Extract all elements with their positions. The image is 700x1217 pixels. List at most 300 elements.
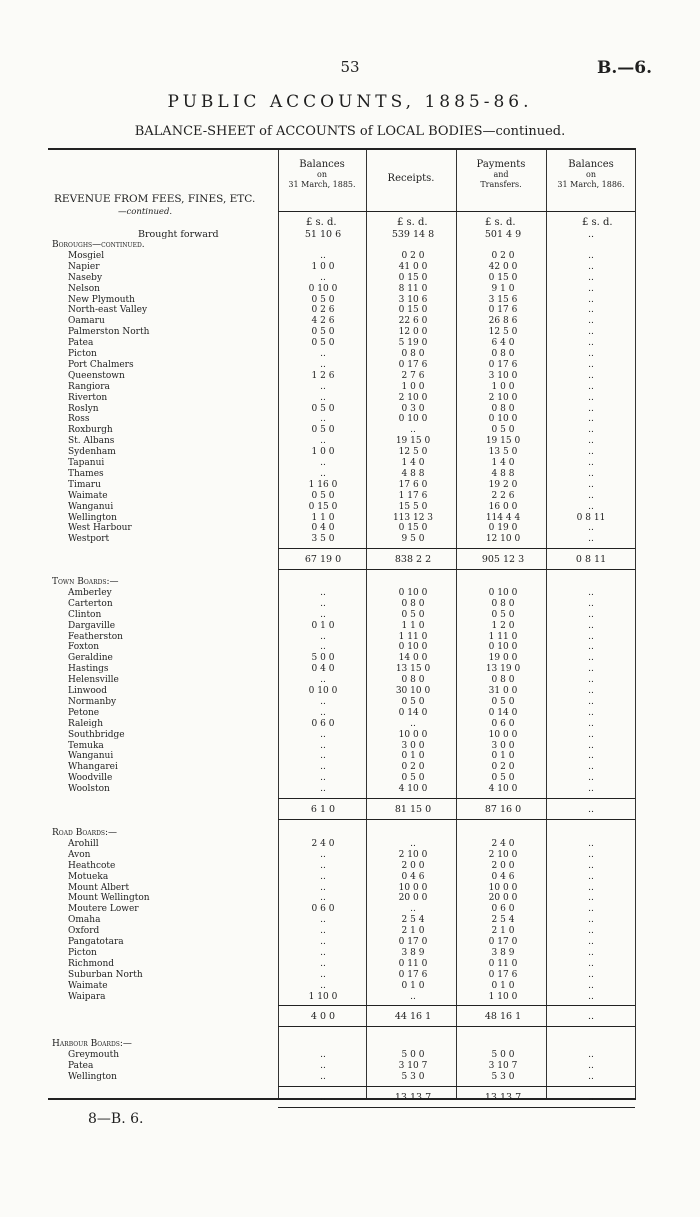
header-payments: [458, 160, 544, 190]
cell: 0 5 0: [311, 403, 335, 414]
cell: 0 10 0: [488, 414, 518, 425]
cell: 2 4 0: [311, 838, 335, 849]
row-name: Napier: [68, 261, 100, 272]
header-balances-1885: [280, 160, 364, 190]
row-name: Waimate: [68, 490, 108, 501]
row-name: Waimate: [68, 980, 108, 991]
cell: ..: [588, 838, 594, 849]
cell: 13 5 0: [488, 447, 518, 458]
cell: 42 0 0: [488, 261, 518, 272]
cell: 1 10 0: [308, 991, 338, 1002]
cell: 4 10 0: [398, 784, 428, 795]
cell: 5 0 0: [311, 653, 335, 664]
cell: ..: [320, 696, 326, 707]
total-cell: ..: [587, 1091, 595, 1103]
cell: ..: [588, 620, 594, 631]
cell: ..: [320, 980, 326, 991]
cell: 1 2 6: [311, 370, 335, 381]
cell: ..: [320, 937, 326, 947]
cell: 0 8 0: [491, 598, 515, 609]
cell: ..: [588, 729, 594, 740]
cell: 0 5 0: [311, 327, 335, 338]
cell: ..: [588, 642, 594, 653]
cell: 0 15 0: [398, 272, 428, 283]
group-title: Town Boards:—: [52, 577, 119, 587]
total-cell: 838 2 2: [394, 554, 432, 566]
row-name: Wellington: [68, 512, 117, 523]
cell: 0 5 0: [491, 773, 515, 784]
cell: 0 17 6: [398, 969, 428, 980]
cell: 16 0 0: [488, 501, 518, 512]
row-name: Foxton: [68, 642, 100, 653]
cell: ..: [588, 773, 594, 784]
cell: ..: [588, 436, 594, 447]
cell: 0 10 0: [308, 686, 338, 696]
cell: ..: [320, 631, 326, 642]
total-rule: [278, 569, 635, 570]
cell: 0 10 0: [398, 587, 428, 598]
cell: 114 4 4: [485, 512, 521, 523]
cell: ..: [320, 882, 326, 893]
header-line: on: [586, 170, 596, 179]
table-row: [0, 534, 700, 545]
cell: 0 5 0: [491, 696, 515, 707]
cell: ..: [588, 327, 594, 338]
cell: 2 10 0: [488, 849, 518, 860]
cell: ..: [320, 349, 326, 359]
cell: 3 10 7: [488, 1060, 518, 1071]
page-title: PUBLIC ACCOUNTS, 1885-86.: [167, 92, 533, 112]
cell: 0 15 0: [488, 272, 518, 283]
header-line: Receipts.: [387, 173, 435, 184]
cell: ..: [588, 501, 594, 512]
cell: ..: [588, 664, 594, 675]
cell: ..: [588, 707, 594, 718]
cell: 10 0 0: [488, 882, 518, 893]
table-row: [0, 926, 700, 937]
table-row: [0, 338, 700, 349]
row-name: Raleigh: [68, 718, 103, 729]
cell: 41 0 0: [398, 261, 428, 272]
group-title: Road Boards:—: [52, 828, 118, 838]
table-row: [0, 719, 700, 730]
cell: ..: [588, 762, 594, 773]
cell: 3 10 6: [398, 294, 428, 305]
cell: 4 10 0: [488, 784, 518, 795]
cell: 0 5 0: [491, 609, 515, 620]
cell: ..: [588, 926, 594, 937]
table-row: [0, 937, 700, 948]
cell: 13 19 0: [485, 664, 521, 675]
cell: 5 19 0: [398, 338, 428, 349]
row-name: Motueka: [68, 871, 109, 882]
cell: ..: [320, 849, 326, 860]
cell: ..: [320, 773, 326, 784]
cell: 26 8 6: [488, 316, 518, 327]
cell: 0 10 0: [308, 283, 338, 294]
cell: ..: [320, 598, 326, 609]
cell: 2 7 6: [401, 370, 425, 381]
table-row: [0, 273, 700, 284]
cell: 12 0 0: [398, 327, 428, 338]
row-name: Sydenham: [68, 447, 116, 458]
cell: 30 10 0: [395, 686, 431, 696]
cell: ..: [588, 1071, 594, 1082]
cell: ..: [588, 294, 594, 305]
cell: ..: [320, 740, 326, 751]
cell: ..: [588, 958, 594, 969]
table-row: [0, 513, 700, 524]
cell: 2 10 0: [398, 392, 428, 403]
table-row: [0, 784, 700, 795]
revenue-heading-continued: —continued.: [118, 207, 173, 217]
table-row: [0, 599, 700, 610]
cell: ..: [588, 904, 594, 915]
table-row: [0, 349, 700, 360]
cell: 0 17 6: [398, 359, 428, 370]
cell: ..: [588, 1060, 594, 1071]
row-name: Woodville: [68, 773, 113, 784]
unit-header: £ s. d.: [485, 217, 516, 228]
cell: ..: [320, 1060, 326, 1071]
cell: ..: [320, 675, 326, 686]
cell: 501 4 9: [484, 229, 522, 240]
row-name: West Harbour: [68, 523, 132, 534]
total-cell: ..: [587, 1011, 595, 1023]
table-row: [0, 425, 700, 436]
table-row: [0, 360, 700, 371]
table-row: [0, 915, 700, 926]
cell: 2 5 4: [401, 915, 425, 926]
group-title: Harbour Boards:—: [52, 1039, 132, 1049]
cell: 1 1 0: [401, 620, 425, 631]
table-row: [0, 588, 700, 599]
row-name: Picton: [68, 947, 97, 958]
cell: 1 0 0: [311, 447, 335, 458]
cell: 14 0 0: [398, 653, 428, 664]
row-name: Mosgiel: [68, 250, 105, 261]
cell: 0 2 0: [401, 250, 425, 261]
row-name: Suburban North: [68, 969, 143, 980]
cell: 0 5 0: [401, 609, 425, 620]
cell: 12 5 0: [398, 447, 428, 458]
header-line: 31 March, 1885.: [288, 180, 356, 189]
header-line: Balances: [299, 159, 345, 170]
cell: ..: [588, 675, 594, 686]
cell: 113 12 3: [392, 512, 434, 523]
cell: ..: [588, 349, 594, 359]
row-name: Roslyn: [68, 403, 99, 414]
table-row: [0, 642, 700, 653]
cell: ..: [588, 305, 594, 316]
cell: ..: [320, 458, 326, 468]
cell: 5 0 0: [401, 1049, 425, 1060]
cell: 0 2 0: [401, 762, 425, 773]
table-top-rule: [48, 148, 636, 150]
row-name: Riverton: [68, 392, 108, 403]
cell: ..: [320, 751, 326, 762]
cell: 539 14 8: [391, 229, 435, 240]
total-rule: [278, 1026, 635, 1027]
cell: ..: [320, 707, 326, 718]
row-name: Linwood: [68, 686, 107, 696]
cell: 12 10 0: [485, 534, 521, 545]
cell: 0 8 0: [401, 598, 425, 609]
cell: 0 4 6: [491, 871, 515, 882]
cell: ..: [410, 718, 416, 729]
row-name: Tapanui: [68, 458, 105, 468]
group-title: Boroughs—continued.: [52, 240, 145, 250]
cell: 0 5 0: [311, 294, 335, 305]
cell: ..: [410, 838, 416, 849]
table-row: [0, 861, 700, 872]
row-name: Timaru: [68, 479, 101, 490]
cell: ..: [320, 642, 326, 653]
row-name: Wellington: [68, 1071, 117, 1082]
cell: ..: [588, 969, 594, 980]
cell: ..: [588, 915, 594, 926]
total-cell: 4 0 0: [310, 1011, 336, 1023]
cell: ..: [588, 458, 594, 468]
table-row: [0, 708, 700, 719]
cell: ..: [588, 882, 594, 893]
cell: 0 15 0: [398, 305, 428, 316]
table-row: [0, 316, 700, 327]
cell: ..: [588, 261, 594, 272]
row-name: Pangatotara: [68, 937, 124, 947]
header-line: Transfers.: [480, 180, 522, 189]
table-row: [0, 491, 700, 502]
cell: 0 19 0: [488, 523, 518, 534]
cell: ..: [588, 392, 594, 403]
row-name: Avon: [68, 849, 91, 860]
page-number: 53: [340, 58, 360, 76]
cell: 6 4 0: [491, 338, 515, 349]
cell: ..: [588, 381, 594, 392]
cell: ..: [588, 893, 594, 904]
table-row: [0, 447, 700, 458]
row-name: Mount Wellington: [68, 893, 150, 904]
cell: 8 11 0: [398, 283, 428, 294]
cell: 10 0 0: [398, 882, 428, 893]
cell: 10 0 0: [488, 729, 518, 740]
table-row: [0, 1061, 700, 1072]
total-rule: [278, 548, 635, 549]
cell: 0 3 0: [401, 403, 425, 414]
table-row: [0, 610, 700, 621]
cell: 0 6 0: [311, 718, 335, 729]
row-name: Omaha: [68, 915, 101, 926]
cell: 1 16 0: [308, 479, 338, 490]
cell: 1 1 0: [311, 512, 335, 523]
table-row: [0, 1050, 700, 1061]
cell: 0 17 6: [488, 969, 518, 980]
cell: ..: [320, 468, 326, 479]
row-name: Southbridge: [68, 729, 125, 740]
table-row: [0, 850, 700, 861]
table-row: [0, 970, 700, 981]
cell: 3 8 9: [491, 947, 515, 958]
cell: ..: [588, 980, 594, 991]
table-row: [0, 436, 700, 447]
cell: 0 5 0: [311, 490, 335, 501]
total-rule: [278, 1107, 635, 1108]
row-name: Geraldine: [68, 653, 113, 664]
cell: 0 10 0: [398, 414, 428, 425]
table-row: [0, 1072, 700, 1083]
cell: ..: [588, 718, 594, 729]
cell: ..: [320, 250, 326, 261]
row-name: Petone: [68, 707, 100, 718]
cell: 19 2 0: [488, 479, 518, 490]
table-row: [0, 327, 700, 338]
row-name: Amberley: [68, 587, 112, 598]
cell: ..: [410, 904, 416, 915]
cell: 22 6 0: [398, 316, 428, 327]
cell: 4 8 8: [491, 468, 515, 479]
row-name: Nelson: [68, 283, 100, 294]
table-row: [0, 632, 700, 643]
cell: 0 5 0: [311, 338, 335, 349]
total-cell: 6 1 0: [310, 804, 336, 815]
cell: 1 2 0: [491, 620, 515, 631]
cell: ..: [588, 631, 594, 642]
cell: 0 6 0: [491, 904, 515, 915]
table-row: [0, 948, 700, 959]
total-cell: 67 19 0: [304, 554, 342, 566]
brought-forward-label: Brought forward: [138, 229, 219, 240]
row-name: Temuka: [68, 740, 104, 751]
total-rule: [278, 1086, 635, 1087]
row-name: Ross: [68, 414, 90, 425]
header-line: 31 March, 1886.: [557, 180, 625, 189]
cell: ..: [410, 425, 416, 436]
total-rule: [278, 1005, 635, 1006]
cell: 0 10 0: [488, 587, 518, 598]
cell: ..: [320, 969, 326, 980]
document-reference: B.—6.: [596, 58, 652, 78]
table-row: [0, 839, 700, 850]
cell: ..: [588, 534, 594, 545]
row-name: North-east Valley: [68, 305, 148, 316]
cell: ..: [588, 751, 594, 762]
row-name: Roxburgh: [68, 425, 113, 436]
cell: 19 15 0: [395, 436, 431, 447]
cell: ..: [588, 359, 594, 370]
table-row: [0, 664, 700, 675]
unit-header: £ s. d.: [306, 217, 337, 228]
cell: ..: [320, 926, 326, 937]
cell: ..: [588, 991, 594, 1002]
row-name: Featherston: [68, 631, 123, 642]
row-name: Rangiora: [68, 381, 110, 392]
header-line: Balances: [568, 159, 614, 170]
cell: 0 4 0: [311, 664, 335, 675]
row-name: Heathcote: [68, 860, 116, 871]
table-row: [0, 959, 700, 970]
cell: 12 5 0: [488, 327, 518, 338]
cell: 0 17 6: [488, 359, 518, 370]
cell: 0 6 0: [491, 718, 515, 729]
cell: ..: [588, 370, 594, 381]
cell: 0 5 0: [401, 696, 425, 707]
cell: ..: [588, 937, 594, 947]
cell: 17 6 0: [398, 479, 428, 490]
header-receipts: [368, 174, 454, 184]
cell: ..: [588, 860, 594, 871]
cell: ..: [320, 860, 326, 871]
total-cell: 87 16 0: [484, 804, 522, 815]
cell: ..: [588, 479, 594, 490]
cell: 0 8 11: [576, 512, 606, 523]
cell: 3 10 0: [488, 370, 518, 381]
cell: 2 1 0: [491, 926, 515, 937]
cell: ..: [320, 436, 326, 447]
row-name: Queenstown: [68, 370, 125, 381]
cell: ..: [588, 849, 594, 860]
cell: 0 11 0: [398, 958, 428, 969]
cell: ..: [588, 283, 594, 294]
table-row: [0, 404, 700, 415]
cell: 0 2 6: [311, 305, 335, 316]
cell: 1 0 0: [401, 381, 425, 392]
cell: 1 10 0: [488, 991, 518, 1002]
total-cell: 13 13 7: [484, 1091, 522, 1103]
cell: 0 10 0: [398, 642, 428, 653]
row-name: Arohill: [68, 838, 99, 849]
row-name: Patea: [68, 1060, 94, 1071]
total-cell: 81 15 0: [394, 804, 432, 815]
cell: 0 8 0: [401, 349, 425, 359]
cell: 3 15 6: [488, 294, 518, 305]
table-row: [0, 469, 700, 480]
cell: ..: [320, 893, 326, 904]
table-row: [0, 502, 700, 513]
row-name: Carterton: [68, 598, 113, 609]
table-row: [0, 730, 700, 741]
row-name: Wanganui: [68, 501, 114, 512]
table-row: [0, 295, 700, 306]
cell: ..: [588, 490, 594, 501]
cell: ..: [320, 609, 326, 620]
cell: ..: [588, 598, 594, 609]
header-line: and: [493, 170, 509, 179]
cell: 20 0 0: [488, 893, 518, 904]
table-row: [0, 458, 700, 469]
cell: 0 6 0: [311, 904, 335, 915]
cell: 3 10 7: [398, 1060, 428, 1071]
cell: 1 0 0: [491, 381, 515, 392]
header-line: Payments: [476, 159, 526, 170]
cell: 2 2 6: [491, 490, 515, 501]
table-row: [0, 371, 700, 382]
cell: 0 14 0: [398, 707, 428, 718]
table-row: [0, 893, 700, 904]
row-name: Thames: [68, 468, 104, 479]
cell: 19 15 0: [485, 436, 521, 447]
cell: ..: [320, 947, 326, 958]
unit-header: £ s. d.: [397, 217, 428, 228]
table-row: [0, 653, 700, 664]
row-name: Hastings: [68, 664, 109, 675]
cell: 4 8 8: [401, 468, 425, 479]
cell: ..: [410, 991, 416, 1002]
cell: 1 4 0: [491, 458, 515, 468]
total-cell: 905 12 3: [481, 554, 525, 566]
cell: 31 0 0: [488, 686, 518, 696]
cell: 0 8 0: [491, 675, 515, 686]
cell: 4 2 6: [311, 316, 335, 327]
